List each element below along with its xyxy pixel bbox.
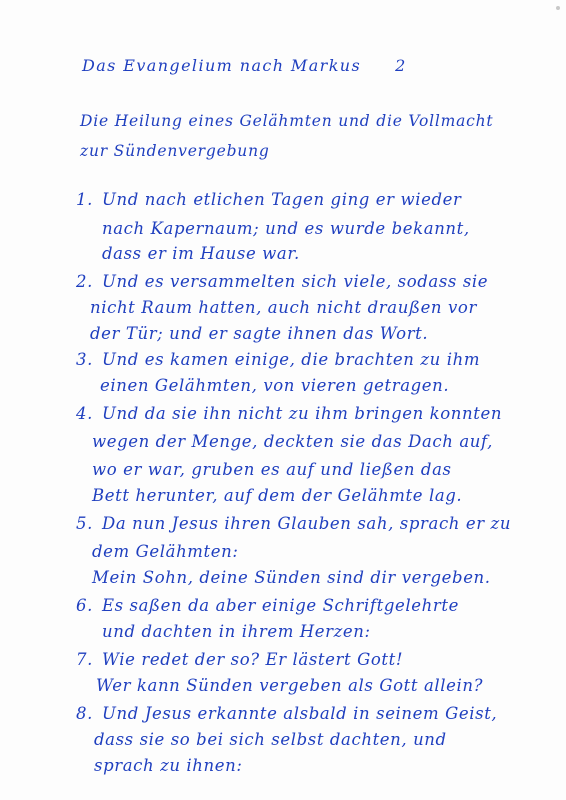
verse-2-line-1: 2. Und es versammelten sich viele, sodass sie (76, 272, 489, 291)
verse-number: 2. (76, 272, 93, 291)
verse-2-line-3: der Tür; und er sagte ihnen das Wort. (90, 324, 429, 343)
verse-1-line-3: dass er im Hause war. (102, 244, 300, 263)
verse-number: 1. (76, 190, 93, 209)
verse-number: 7. (76, 650, 93, 669)
verse-1-line-2: nach Kapernaum; und es wurde bekannt, (102, 219, 470, 238)
verse-8-line-1: 8. Und Jesus erkannte alsbald in seinem Geist, (76, 704, 498, 723)
verse-2-line-2: nicht Raum hatten, auch nicht draußen vor (90, 298, 477, 317)
verse-5-line-3: Mein Sohn, deine Sünden sind dir vergeben. (92, 568, 491, 587)
verse-number: 5. (76, 514, 93, 533)
verse-4-line-4: Bett herunter, auf dem der Gelähmte lag. (92, 486, 463, 505)
verse-number: 8. (76, 704, 93, 723)
verse-5-line-1: 5. Da nun Jesus ihren Glauben sah, sprach er zu (76, 514, 512, 533)
verse-4-line-1: 4. Und da sie ihn nicht zu ihm bringen konnten (76, 404, 503, 423)
verse-8-line-2: dass sie so bei sich selbst dachten, und (94, 730, 447, 749)
verse-6-line-1: 6. Es saßen da aber einige Schriftgelehrte (76, 596, 459, 615)
verse-7-line-1: 7. Wie redet der so? Er lästert Gott! (76, 650, 404, 669)
verse-3-line-2: einen Gelähmten, von vieren getragen. (100, 376, 450, 395)
verse-number: 6. (76, 596, 93, 615)
verse-8-line-3: sprach zu ihnen: (94, 756, 243, 775)
book-title: Das Evangelium nach Markus (82, 56, 362, 75)
verse-number: 3. (76, 350, 93, 369)
corner-dot (556, 6, 560, 10)
verse-3-line-1: 3. Und es kamen einige, die brachten zu ihm (76, 350, 481, 369)
verse-4-line-2: wegen der Menge, deckten sie das Dach auf, (92, 432, 493, 451)
verse-number: 4. (76, 404, 93, 423)
page-title (82, 56, 407, 75)
section-heading-line-2: zur Sündenvergebung (80, 142, 270, 160)
verse-4-line-3: wo er war, gruben es auf und ließen das (92, 460, 452, 479)
section-heading-line-1: Die Heilung eines Gelähmten und die Vollmacht (80, 112, 494, 130)
chapter-number: 2 (395, 56, 407, 75)
verse-6-line-2: und dachten in ihrem Herzen: (102, 622, 371, 641)
verse-1-line-1: 1. Und nach etlichen Tagen ging er wieder (76, 190, 462, 209)
verse-5-line-2: dem Gelähmten: (92, 542, 239, 561)
verse-7-line-2: Wer kann Sünden vergeben als Gott allein? (96, 676, 484, 695)
